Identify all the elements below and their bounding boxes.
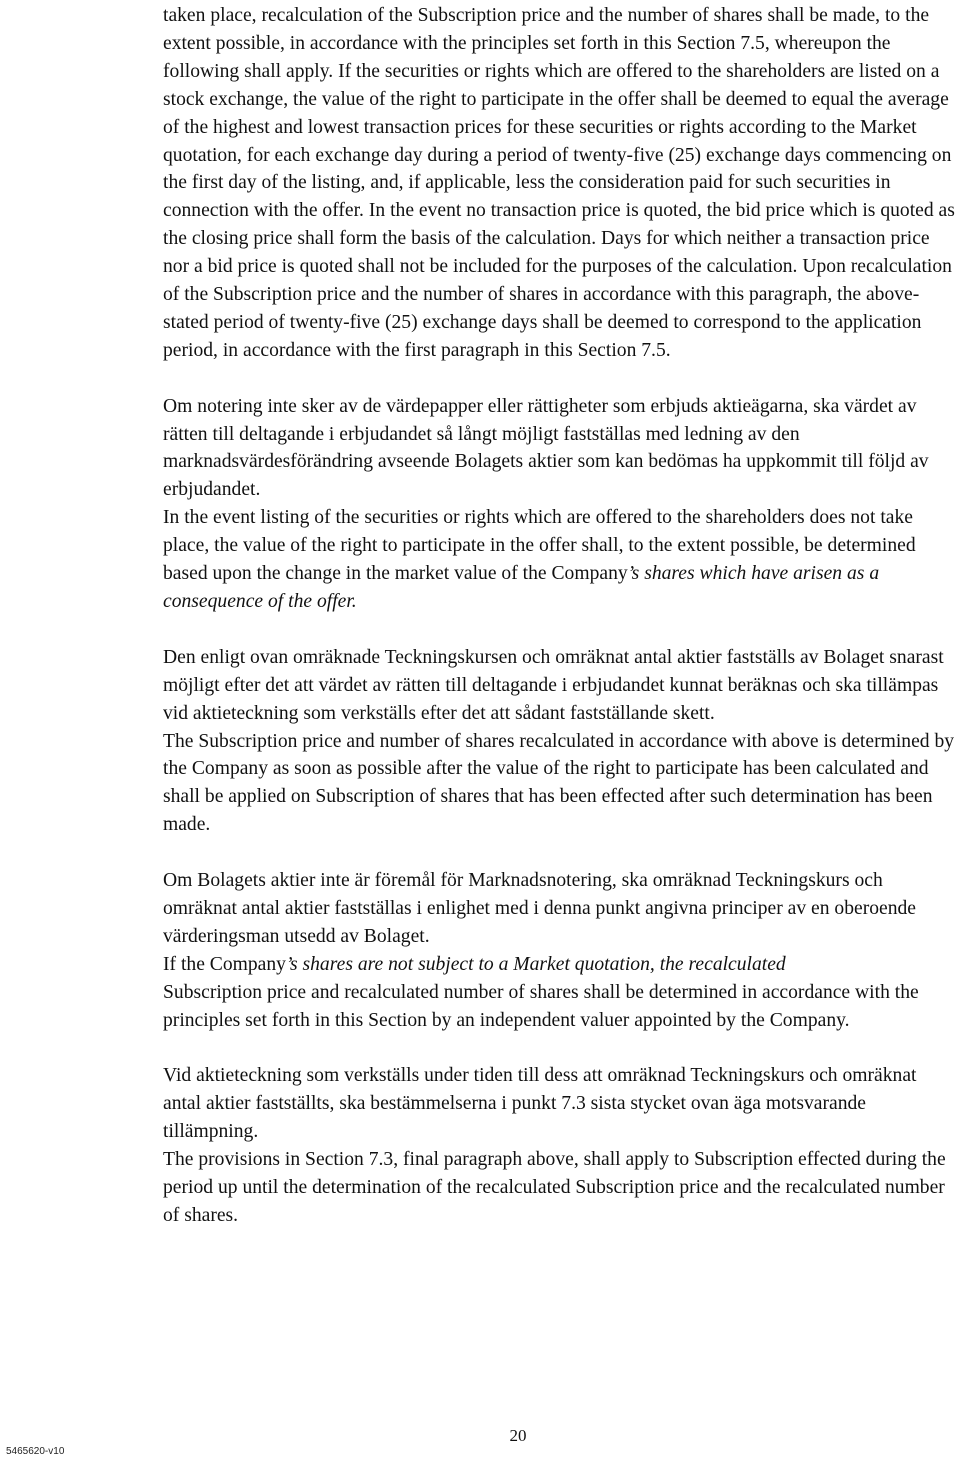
paragraph-swedish: Om notering inte sker av de värdepapper eller rättigheter som erbjuds aktieägarna, ska värdet av rätten till deltagande i erbjudandet så långt möjligt fastställas med ledning av den marknadsvärdesförändring avseende Bolagets aktier som kan bedömas ha uppkommit till följd av erbjudandet. <box>163 395 929 501</box>
document-body <box>163 2 958 1230</box>
document-id: 5465620-v10 <box>6 1446 65 1457</box>
paragraph-text-italic: ’s shares are not subject to a Market quotation, the recalculated <box>285 953 786 975</box>
paragraph-text-italic: ’s shares which have arisen as a consequence of the offer. <box>163 563 880 613</box>
paragraph-7-5-continued <box>163 2 958 365</box>
paragraph-english <box>163 951 958 1035</box>
paragraph-text: If the Company <box>163 953 286 975</box>
paragraph-text: If the securities or rights which are offered to the shareholders are listed on a stock exchange, the value of the right to participate in the offer shall be deemed to equal the average of the highest and lowest transaction prices for these securities or rights according to the Market quotation, for each exchange day during a period of twenty-five (25) exchange days commencing on the first day of the listing, and, if applicable, less the consideration paid for such securities in connection with the offer. In the event no transaction price is quoted, the bid price which is quoted as the closing price shall form the basis of the calculation. Days for which neither a transaction price nor a bid price is quoted shall not be included for the purposes of the calculation. Upon recalculation of the Subscription price and the number of shares in accordance with this paragraph, the above-stated period of twenty-five (25) exchange days shall be deemed to correspond to the application period, in accordance with the first paragraph in this Section 7.5. <box>163 60 955 361</box>
paragraph-text: Subscription price and recalculated number of shares shall be determined in accordance with the principles set forth in this Section by an independent valuer appointed by the Company. <box>163 981 919 1031</box>
paragraph-swedish: Den enligt ovan omräknade Teckningskursen och omräknat antal aktier fastställs av Bolaget snarast möjligt efter det att värdet av rätten till deltagande i erbjudandet kunnat beräknas och ska tillämpas vid aktieteckning som verkställs efter det att sådant fastställande skett. <box>163 646 944 724</box>
paragraph-english: The provisions in Section 7.3, final paragraph above, shall apply to Subscription effected during the period up until the determination of the recalculated Subscription price and the recalculated number of shares. <box>163 1149 946 1226</box>
paragraph-swedish: Vid aktieteckning som verkställs under tiden till dess att omräknad Teckningskurs och omräknat antal aktier fastställts, ska bestämmelserna i punkt 7.3 sista stycket ovan äga motsvarande tillämpning. <box>163 1065 917 1143</box>
paragraph-text: In the event listing of the securities or rights which are offered to the shareholders does not take place, the value of the right to participate in the offer shall, to the extent possible, be determined based upon the change in the market value of the Company <box>163 507 916 585</box>
paragraph-english <box>163 504 958 616</box>
paragraph-swedish: Om Bolagets aktier inte är föremål för Marknadsnotering, ska omräknad Teckningskurs och omräknat antal aktier fastställas i enlighet med i denna punkt angivna principer av en oberoende värderingsman utsedd av Bolaget. <box>163 870 917 947</box>
paragraph-text: taken place, recalculation of the Subscription price and the number of shares shall be made, to the extent possible, in accordance with the principles set forth in this Section 7.5, whereupon the following shall apply. <box>163 5 930 82</box>
paragraph-english: The Subscription price and number of shares recalculated in accordance with above is determined by the Company as soon as possible after the value of the right to participate has been calculated and shall be applied on Subscription of shares that has been effected after such determination has been made. <box>163 730 955 836</box>
page-number: 20 <box>509 1426 527 1445</box>
